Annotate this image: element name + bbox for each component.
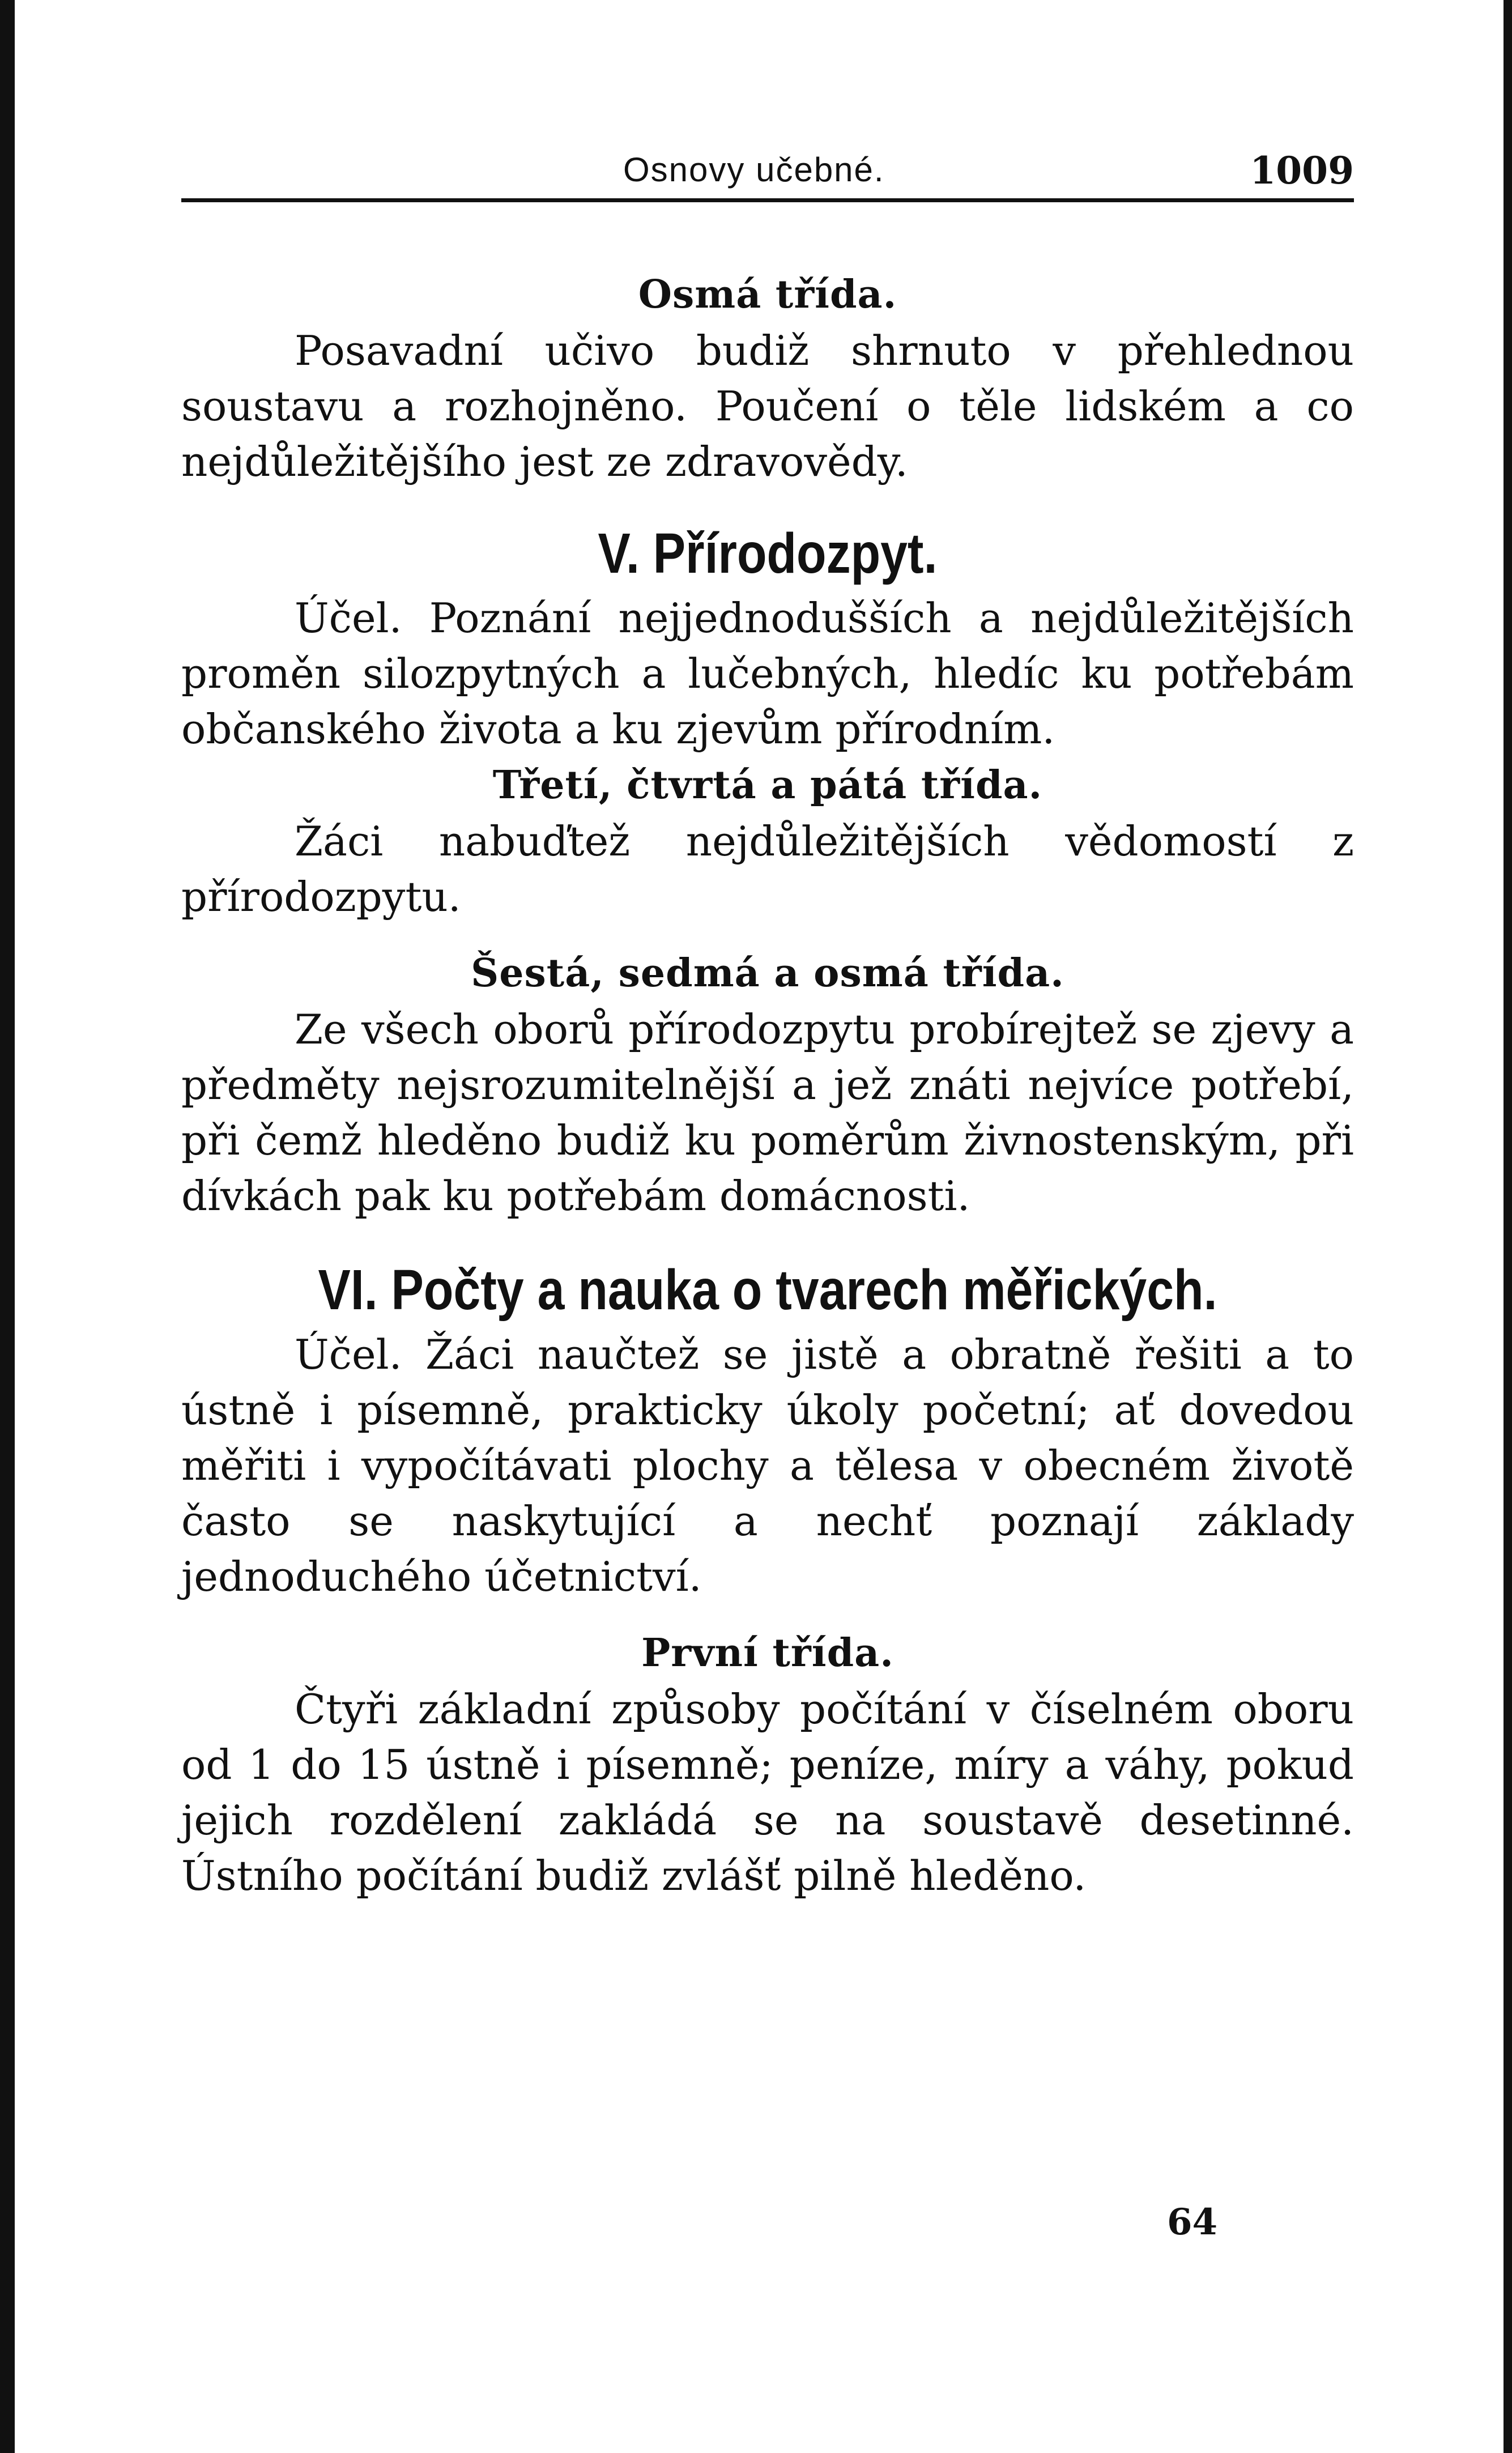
page-number: 1009 — [1250, 148, 1354, 193]
running-title: Osnovy učebné. — [623, 151, 885, 189]
heading-osma-trida: Osmá třída. — [638, 272, 897, 317]
scan-edge-left — [0, 0, 15, 2453]
paragraph-sesta-sedma-osma-trida: Ze všech oborů přírodozpytu probírejtež se zjevy a předměty nejsrozumitelnější a jež znáti nejvíce potřebí, při čemž hleděno budiž ku poměrům živnostenským, při dívkách pak ku potřebám domácnosti. — [181, 1006, 1354, 1220]
book-page — [181, 0, 1354, 2453]
header-rule — [181, 198, 1354, 202]
paragraph-treti-ctvrta-pata-trida: Žáci nabuďtež nejdůležitějších vědomostí z přírodozpytu. — [181, 817, 1354, 921]
heading-sesta-sedma-osma-trida: Šestá, sedmá a osmá třída. — [471, 951, 1064, 996]
running-head — [181, 142, 1354, 198]
heading-treti-ctvrta-pata-trida: Třetí, čtvrtá a pátá třída. — [492, 763, 1043, 808]
paragraph-prirodozpyt-ucel: Účel. Poznání nejjednodušších a nejdůležitějších proměn silozpytných a lučebných, hledíc ku potřebám občanského života a ku zjevům přírodním. — [181, 594, 1354, 753]
signature-mark: 64 — [1167, 2201, 1218, 2243]
page-body — [181, 266, 1354, 1903]
heading-prvni-trida: První třída. — [641, 1630, 894, 1676]
section-heading-pocty: VI. Počty a nauka o tvarech měřických. — [318, 1258, 1217, 1322]
paragraph-pocty-ucel: Účel. Žáci naučtež se jistě a obratně řešiti a to ústně i písemně, prakticky úkoly početní; ať dovedou měřiti i vypočítávati plochy a tělesa v obecném životě často se naskytující a nechť poznají základy jednoduchého účetnictví. — [181, 1331, 1354, 1600]
paragraph-osma-trida: Posavadní učivo budiž shrnuto v přehlednou soustavu a rozhojněno. Poučení o těle lidském a co nejdůležitějšího jest ze zdravovědy. — [181, 327, 1354, 486]
paragraph-prvni-trida: Čtyři základní způsoby počítání v číselném oboru od 1 do 15 ústně i písemně; peníze, míry a váhy, pokud jejich rozdělení zakládá se na soustavě desetinné. Ústního počítání budiž zvlášť pilně hleděno. — [181, 1685, 1354, 1900]
scan-edge-right — [1504, 0, 1512, 2453]
section-heading-prirodozpyt: V. Přírodozpyt. — [598, 522, 938, 585]
